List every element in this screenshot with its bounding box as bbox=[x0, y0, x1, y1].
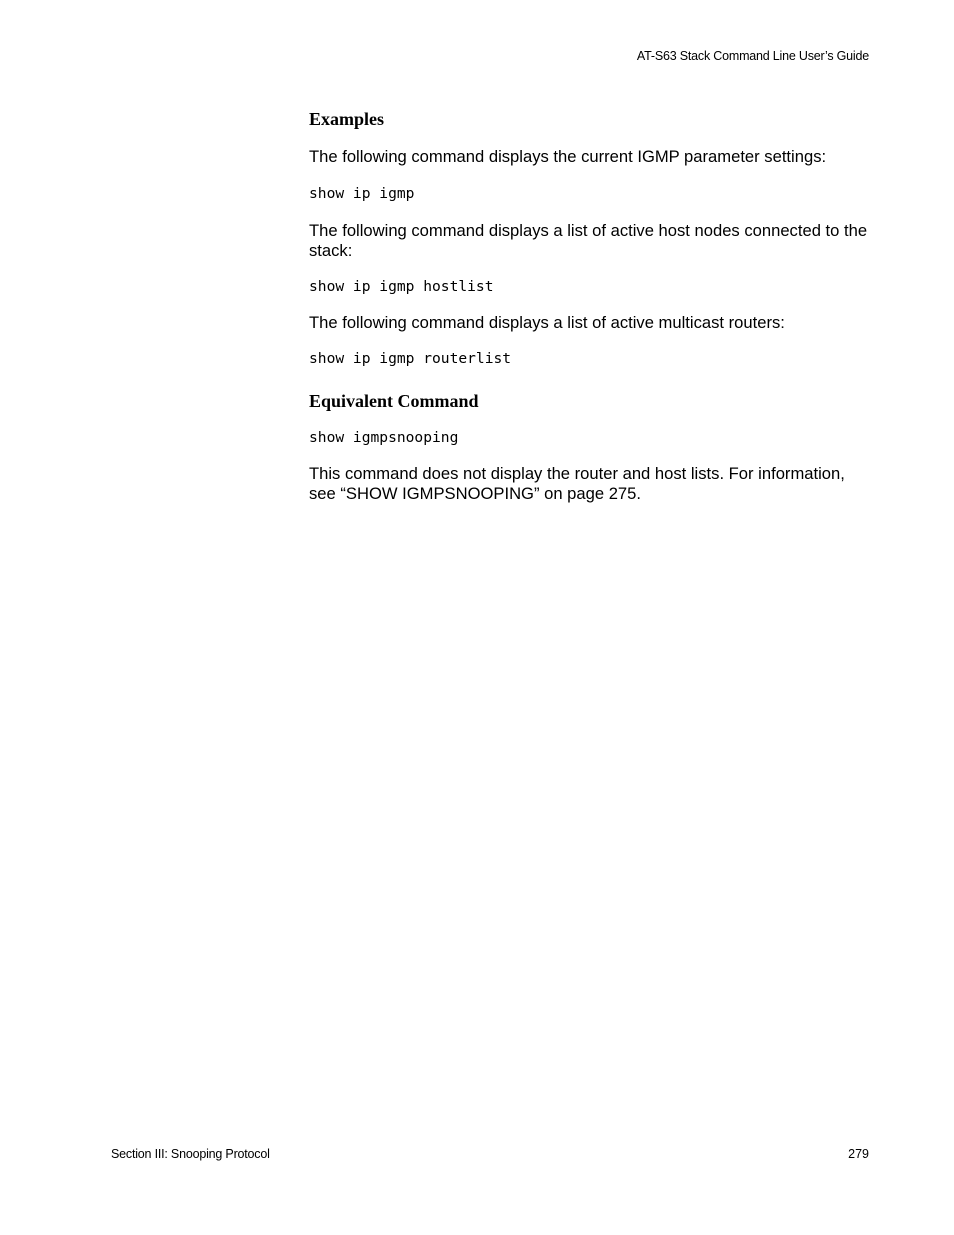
footer-section-title: Section III: Snooping Protocol bbox=[111, 1147, 270, 1161]
example-intro-routerlist: The following command displays a list of active multicast routers: bbox=[309, 313, 785, 332]
equivalent-note: This command does not display the router and host lists. For information, see “SHOW IGMPSNOOPING” on page 275. bbox=[309, 464, 845, 503]
example-intro-hostlist: The following command displays a list of active host nodes connected to the stack: bbox=[309, 221, 868, 260]
equivalent-command-heading: Equivalent Command bbox=[309, 391, 479, 411]
main-content bbox=[309, 108, 869, 504]
example-intro-settings: The following command displays the current IGMP parameter settings: bbox=[309, 147, 827, 166]
footer-page-number: 279 bbox=[848, 1147, 869, 1161]
running-header: AT-S63 Stack Command Line User’s Guide bbox=[636, 49, 869, 63]
code-show-ip-igmp-routerlist: show ip igmp routerlist bbox=[309, 350, 512, 367]
code-show-igmpsnooping: show igmpsnooping bbox=[309, 429, 459, 446]
code-show-ip-igmp-hostlist: show ip igmp hostlist bbox=[309, 278, 494, 295]
examples-heading: Examples bbox=[309, 109, 385, 129]
code-show-ip-igmp: show ip igmp bbox=[309, 185, 415, 202]
